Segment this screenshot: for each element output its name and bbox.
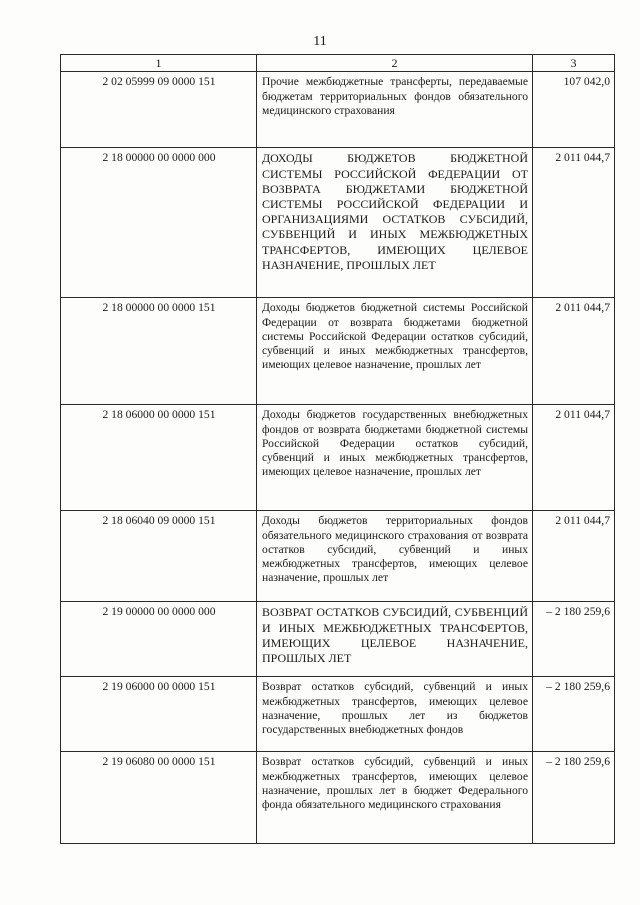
row-description: Доходы бюджетов бюджетной системы Российской Федерации от возврата бюджетами бюджетной системы Российской Федерации остатков субсидий, субвенций и иных межбюджетных трансфертов, имеющих целевое назначение, прошлых лет	[257, 298, 533, 405]
row-amount: – 2 180 259,6	[533, 602, 615, 677]
table-row	[61, 298, 615, 405]
row-description: Возврат остатков субсидий, субвенций и иных межбюджетных трансфертов, имеющих целевое назначение, прошлых лет из бюджетов государственных внебюджетных фондов	[257, 677, 533, 752]
row-amount: 107 042,0	[533, 72, 615, 148]
row-amount: 2 011 044,7	[533, 511, 615, 602]
row-description: ВОЗВРАТ ОСТАТКОВ СУБСИДИЙ, СУБВЕНЦИЙ И ИНЫХ МЕЖБЮДЖЕТНЫХ ТРАНСФЕРТОВ, ИМЕЮЩИХ ЦЕЛЕВОЕ НАЗНАЧЕНИЕ, ПРОШЛЫХ ЛЕТ	[257, 602, 533, 677]
row-amount: – 2 180 259,6	[533, 752, 615, 844]
row-description: Возврат остатков субсидий, субвенций и иных межбюджетных трансфертов, имеющих целевое назначение, прошлых лет в бюджет Федерального фонда обязательного медицинского страхования	[257, 752, 533, 844]
table-header-row	[61, 55, 615, 72]
row-amount: – 2 180 259,6	[533, 677, 615, 752]
table-row	[61, 752, 615, 844]
header-cell-description: 2	[257, 55, 533, 72]
table-row	[61, 405, 615, 511]
table-row	[61, 677, 615, 752]
header-cell-code: 1	[61, 55, 257, 72]
row-code: 2 19 06000 00 0000 151	[61, 677, 257, 752]
row-description: Доходы бюджетов территориальных фондов обязательного медицинского страхования от возврата остатков субсидий, субвенций и иных межбюджетных трансфертов, имеющих целевое назначение, прошлых лет	[257, 511, 533, 602]
row-code: 2 18 00000 00 0000 151	[61, 298, 257, 405]
table-row	[61, 72, 615, 148]
row-code: 2 18 06040 09 0000 151	[61, 511, 257, 602]
row-code: 2 18 00000 00 0000 000	[61, 148, 257, 298]
row-description: ДОХОДЫ БЮДЖЕТОВ БЮДЖЕТНОЙ СИСТЕМЫ РОССИЙСКОЙ ФЕДЕРАЦИИ ОТ ВОЗВРАТА БЮДЖЕТАМИ БЮДЖЕТНОЙ СИСТЕМЫ РОССИЙСКОЙ ФЕДЕРАЦИИ И ОРГАНИЗАЦИЯМИ ОСТАТКОВ СУБСИДИЙ, СУБВЕНЦИЙ И ИНЫХ МЕЖБЮДЖЕТНЫХ ТРАНСФЕРТОВ, ИМЕЮЩИХ ЦЕЛЕВОЕ НАЗНАЧЕНИЕ, ПРОШЛЫХ ЛЕТ	[257, 148, 533, 298]
table-row	[61, 511, 615, 602]
header-cell-amount: 3	[533, 55, 615, 72]
row-description: Доходы бюджетов государственных внебюджетных фондов от возврата бюджетами бюджетной системы Российской Федерации остатков субсидий, субвенций и иных межбюджетных трансфертов, имеющих целевое назначение, прошлых лет	[257, 405, 533, 511]
row-amount: 2 011 044,7	[533, 405, 615, 511]
row-description: Прочие межбюджетные трансферты, передаваемые бюджетам территориальных фондов обязательного медицинского страхования	[257, 72, 533, 148]
row-code: 2 18 06000 00 0000 151	[61, 405, 257, 511]
table-row	[61, 602, 615, 677]
budget-table	[60, 54, 615, 844]
row-code: 2 19 00000 00 0000 000	[61, 602, 257, 677]
row-code: 2 02 05999 09 0000 151	[61, 72, 257, 148]
row-amount: 2 011 044,7	[533, 148, 615, 298]
row-amount: 2 011 044,7	[533, 298, 615, 405]
row-code: 2 19 06080 00 0000 151	[61, 752, 257, 844]
table-row	[61, 148, 615, 298]
page-number: 11	[313, 34, 327, 49]
